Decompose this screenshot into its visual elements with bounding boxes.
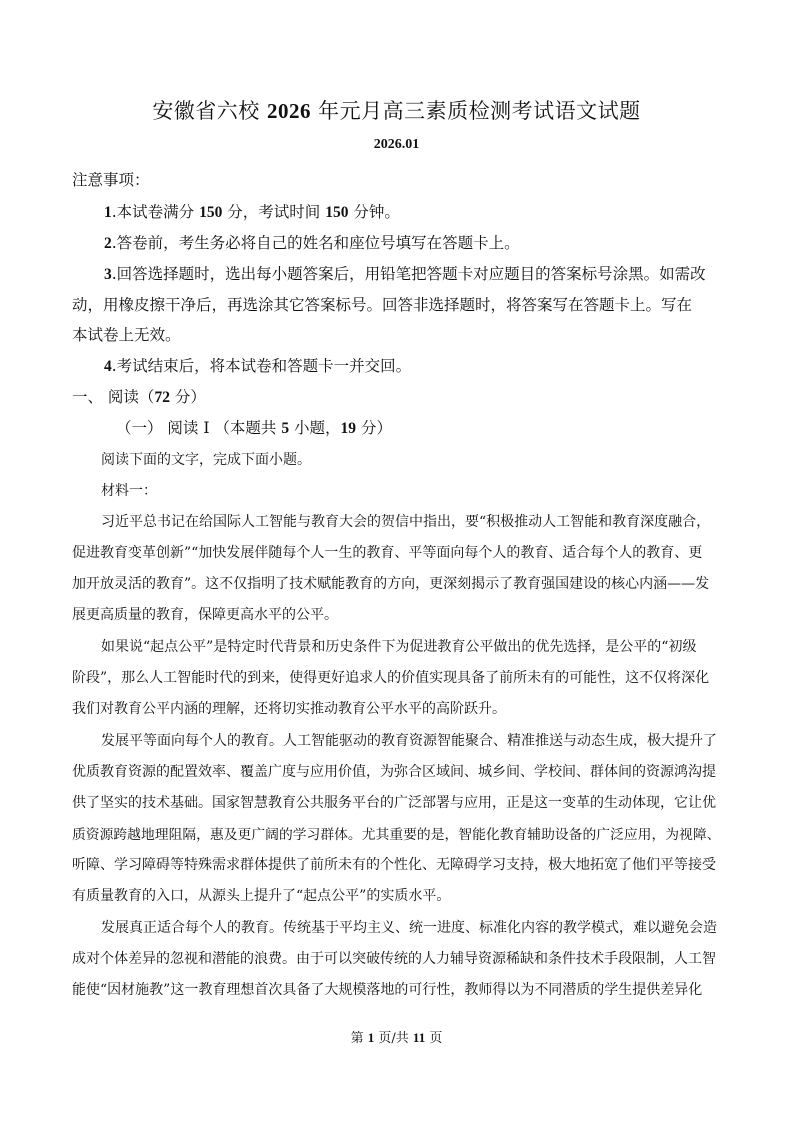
passage-line: 发展平等面向每个人的教育。人工智能驱动的教育资源智能聚合、精准推送与动态生成，极大提升了	[101, 733, 717, 749]
passage-line: 我们对教育公平内涵的理解，还将切实推动教育公平水平的高阶跃升。	[72, 701, 506, 717]
instruction-text: 阅读下面的文字，完成下面小题。	[101, 452, 311, 468]
notice-item-4: 4.考试结束后，将本试卷和答题卡一并交回。	[104, 357, 412, 375]
passage-line: 展更高质量的教育，保障更高水平的公平。	[72, 607, 338, 623]
passage-line: 加开放灵活的教育”。这不仅指明了技术赋能教育的方向，更深刻揭示了教育强国建设的核心内涵——发	[72, 576, 710, 592]
material-label: 材料一：	[101, 483, 157, 499]
passage-line: 有质量教育的入口，从源头上提升了“起点公平”的实质水平。	[72, 888, 451, 904]
passage-line: 如果说“起点公平”是特定时代背景和历史条件下为促进教育公平做出的优先选择，是公平的“初级	[101, 639, 697, 655]
page-title: 安徽省六校 2026 年元月高三素质检测考试语文试题	[152, 99, 641, 123]
notice-item-3-line-3: 本试卷上无效。	[72, 326, 181, 344]
notice-item-2: 2.答卷前，考生务必将自己的姓名和座位号填写在答题卡上。	[104, 234, 520, 252]
passage-line: 阶段”，那么人工智能时代的到来，使得更好追求人的价值实现具备了前所未有的可能性，这不仅将深化	[72, 670, 710, 686]
passage-line: 成对个体差异的忽视和潜能的浪费。由于可以突破传统的人力辅导资源稀缺和条件技术手段限制，人工智	[72, 951, 716, 967]
notice-heading: 注意事项：	[72, 171, 150, 189]
subsection-heading: （一） 阅读 Ⅰ （本题共 5 小题，19 分）	[116, 419, 392, 437]
passage-line: 优质教育资源的配置效率、覆盖广度与应用价值，为弥合区域间、城乡间、学校间、群体间的资源鸿沟提	[72, 764, 716, 780]
passage-line: 质资源跨越地理阻隔，惠及更广阔的学习群体。尤其重要的是，智能化教育辅助设备的广泛应用，为视障、	[72, 827, 721, 843]
passage-line: 促进教育变革创新”“加快发展伴随每个人一生的教育、平等面向每个人的教育、适合每个人的教育、更	[72, 545, 703, 561]
notice-item-3-line-2: 动，用橡皮擦干净后，再选涂其它答案标号。回答非选择题时，将答案写在答题卡上。写在	[72, 296, 693, 314]
passage-line: 习近平总书记在给国际人工智能与教育大会的贺信中指出，要“积极推动人工智能和教育深度融合，	[101, 514, 711, 530]
notice-item-1: 1.本试卷满分 150 分，考试时间 150 分钟。	[104, 203, 400, 221]
passage-line: 能使“因材施教”这一教育理想首次具备了大规模落地的可行性，教师得以为不同潜质的学生提供差异化	[72, 982, 703, 998]
section-heading: 一、 阅读（72 分）	[72, 388, 206, 406]
page-footer: 第 1 页/共 11 页	[350, 1030, 443, 1046]
passage-line: 供了坚实的技术基础。国家智慧教育公共服务平台的广泛部署与应用，正是这一变革的生动体现，它让优	[72, 795, 716, 811]
passage-line: 发展真正适合每个人的教育。传统基于平均主义、统一进度、标准化内容的教学模式，难以避免会造	[101, 920, 717, 936]
exam-date: 2026.01	[373, 137, 420, 152]
passage-line: 听障、学习障碍等特殊需求群体提供了前所未有的个性化、无障碍学习支持，极大地拓宽了他们平等接受	[72, 857, 716, 873]
notice-item-3: 3.回答选择题时，选出每小题答案后，用铅笔把答题卡对应题目的答案标号涂黑。如需改	[104, 265, 706, 283]
